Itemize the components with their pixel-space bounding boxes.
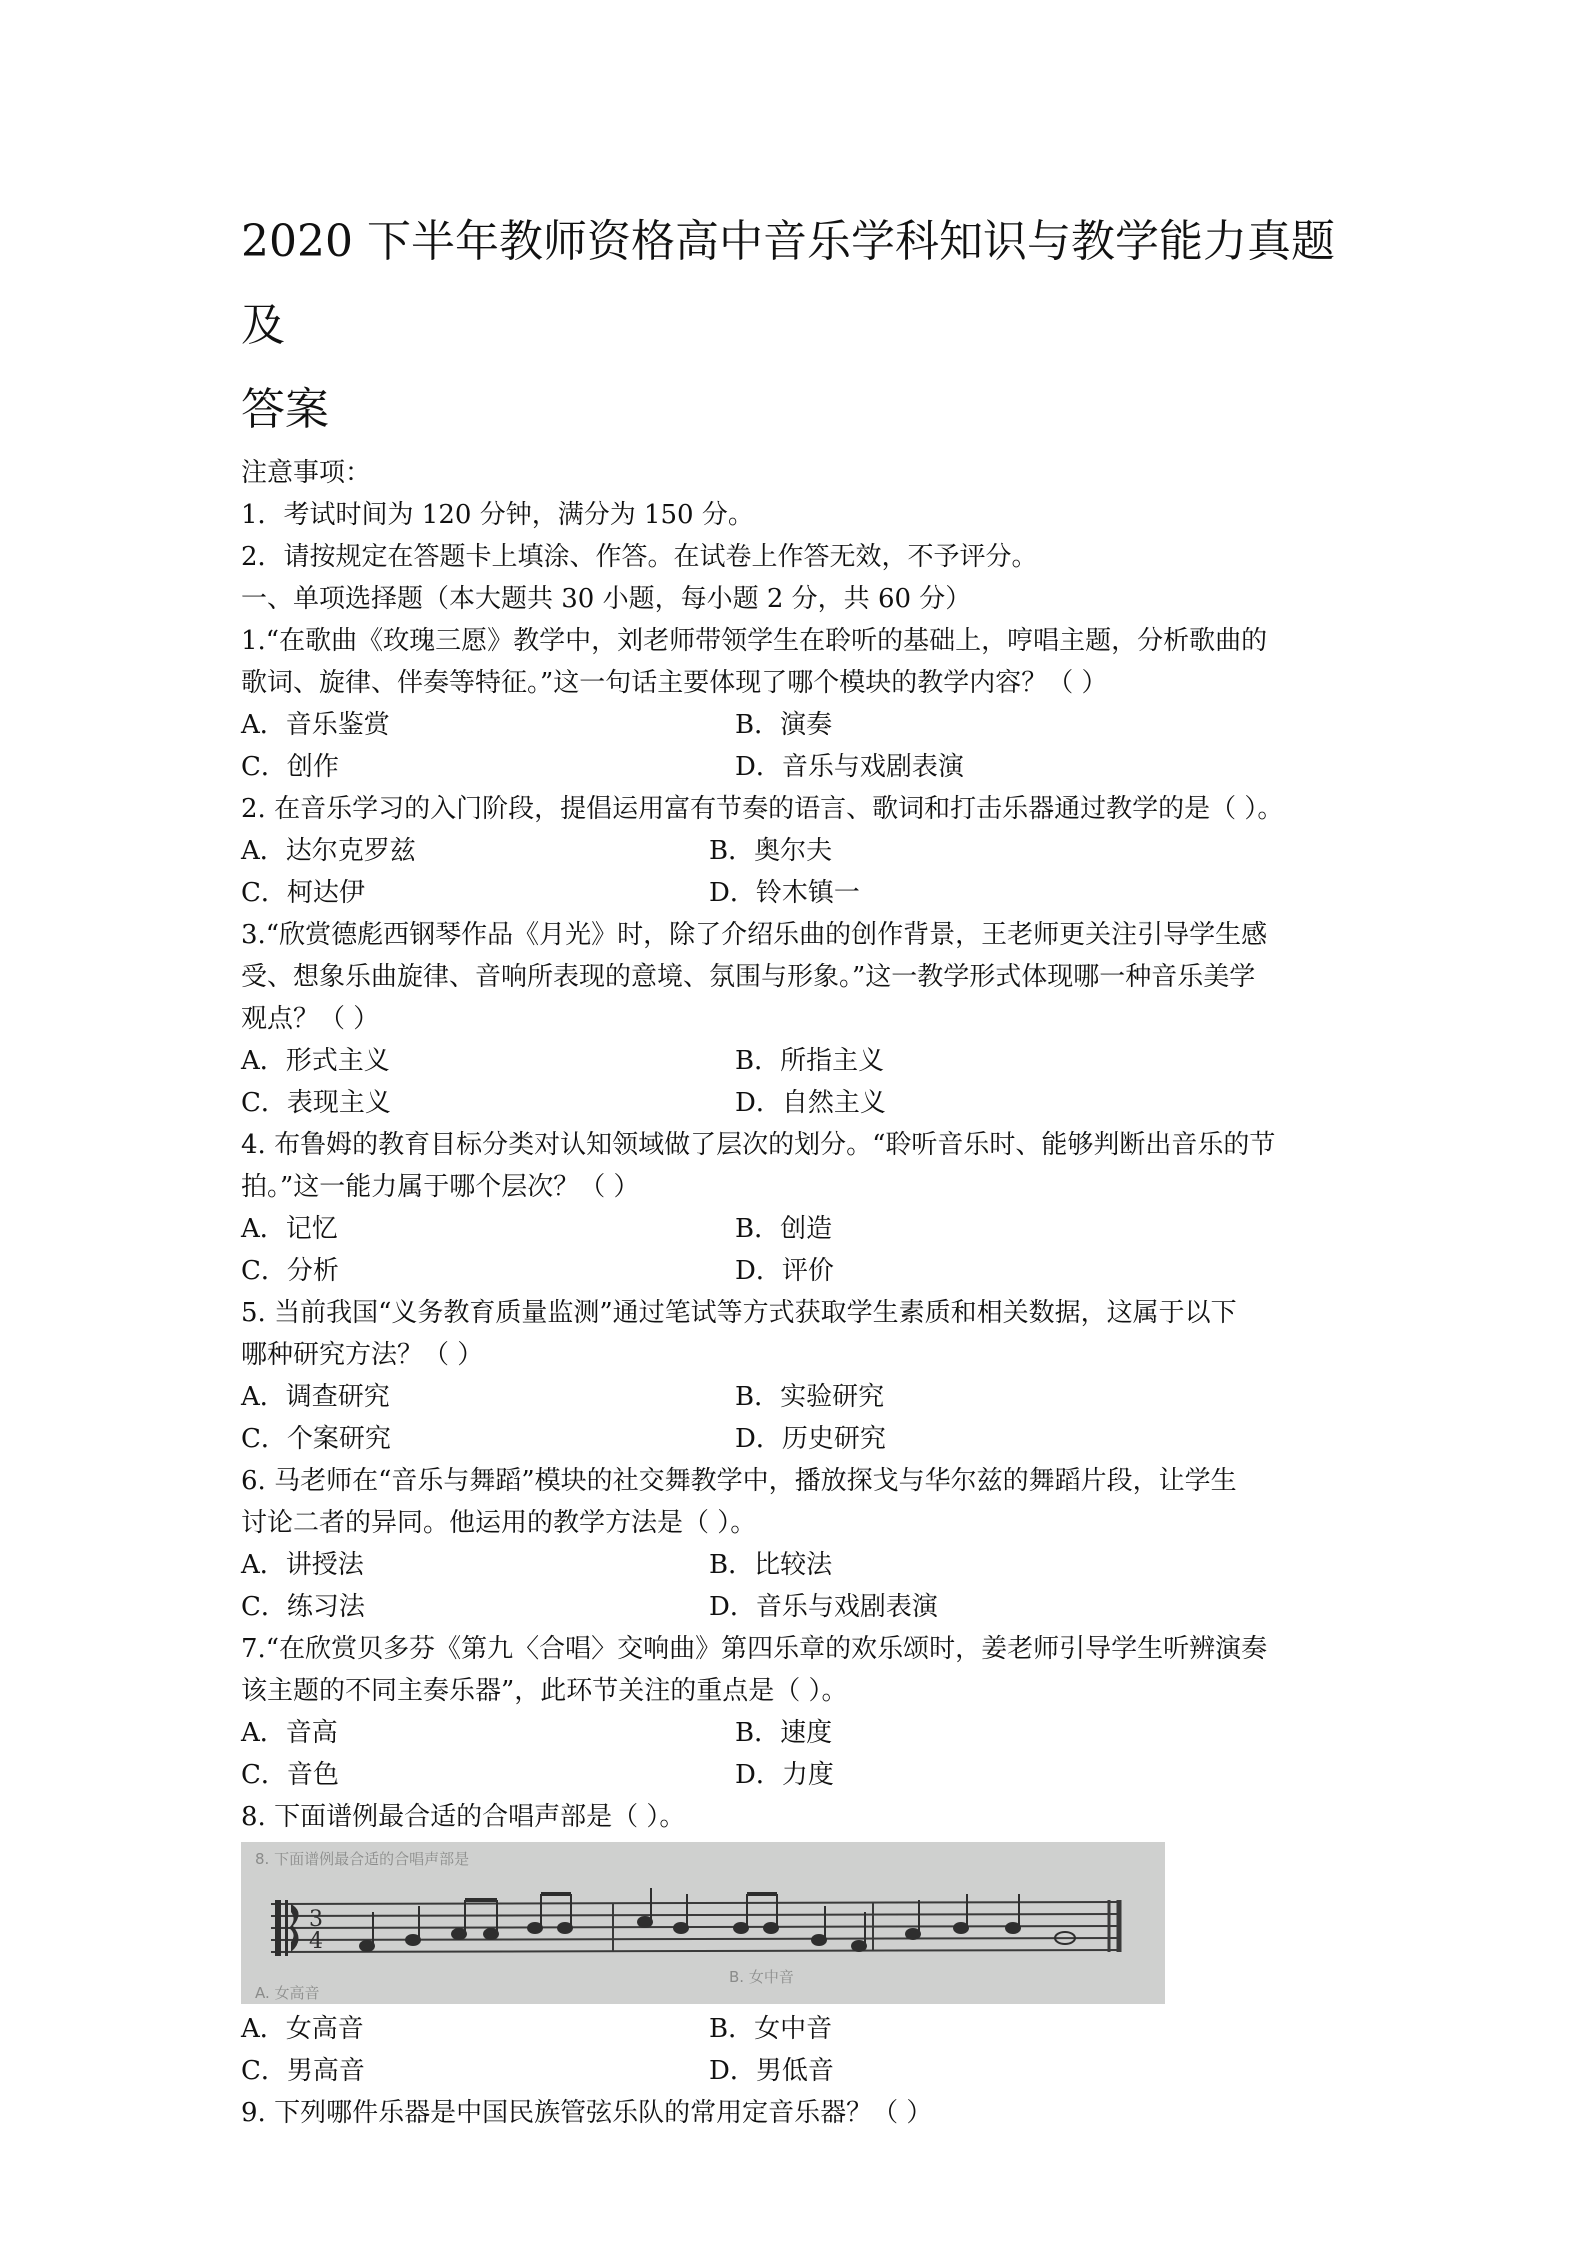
option-a: A．女高音 (241, 2014, 364, 2044)
question-text: 7.“在欣赏贝多芬《第九〈合唱〉交响曲》第四乐章的欢乐颂时，姜老师引导学生听辨演奏 (241, 1634, 1268, 1664)
option-b: B．奥尔夫 (709, 836, 833, 866)
question-5 (241, 1292, 1361, 1460)
option-d: D．铃木镇一 (709, 878, 860, 908)
question-text: 1.“在歌曲《玫瑰三愿》教学中，刘老师带领学生在聆听的基础上，哼唱主题，分析歌曲的 (241, 626, 1268, 656)
option-b: B．女中音 (709, 2014, 833, 2044)
svg-text:4: 4 (309, 1929, 323, 1954)
option-d: D．音乐与戏剧表演 (735, 752, 964, 782)
option-d: D．自然主义 (735, 1088, 886, 1118)
option-c: C．个案研究 (241, 1424, 391, 1454)
question-9: 9. 下列哪件乐器是中国民族管弦乐队的常用定音乐器？（ ） (241, 2098, 933, 2128)
option-c: C．表现主义 (241, 1088, 391, 1118)
question-7 (241, 1628, 1361, 1796)
option-c: C．分析 (241, 1256, 339, 1286)
option-a: A．记忆 (241, 1214, 338, 1244)
option-a: A．音乐鉴赏 (241, 710, 390, 740)
question-text: 哪种研究方法？（ ） (241, 1340, 484, 1370)
figure-option-label: A. 女高音 (255, 1984, 320, 2002)
notice-heading: 注意事项： (241, 458, 372, 488)
option-d: D．力度 (735, 1760, 834, 1790)
page-title (241, 200, 1361, 452)
notice-item-1: 1．考试时间为 120 分钟，满分为 150 分。 (241, 500, 754, 530)
option-a: A．音高 (241, 1718, 338, 1748)
question-text: 3.“欣赏德彪西钢琴作品《月光》时，除了介绍乐曲的创作背景，王老师更关注引导学生感 (241, 920, 1268, 950)
option-b: B．比较法 (709, 1550, 833, 1580)
option-a: A．讲授法 (241, 1550, 364, 1580)
figure-caption: 8. 下面谱例最合适的合唱声部是 (255, 1850, 470, 1868)
question-text: 受、想象乐曲旋律、音响所表现的意境、氛围与形象。”这一教学形式体现哪一种音乐美学 (241, 962, 1256, 992)
question-text: 2. 在音乐学习的入门阶段，提倡运用富有节奏的语言、歌词和打击乐器通过教学的是（ ）。 (241, 794, 1284, 824)
option-a: A．形式主义 (241, 1046, 390, 1076)
question-text: 该主题的不同主奏乐器”，此环节关注的重点是（ ）。 (241, 1676, 848, 1706)
option-b: B．实验研究 (735, 1382, 885, 1412)
notice-item-2: 2．请按规定在答题卡上填涂、作答。在试卷上作答无效，不予评分。 (241, 542, 1038, 572)
title-line-1: 2020 下半年教师资格高中音乐学科知识与教学能力真题及 (241, 216, 1335, 351)
option-c: C．练习法 (241, 1592, 365, 1622)
question-text: 拍。”这一能力属于哪个层次？（ ） (241, 1172, 640, 1202)
option-b: B．速度 (735, 1718, 833, 1748)
option-c: C．创作 (241, 752, 339, 782)
question-text: 4. 布鲁姆的教育目标分类对认知领域做了层次的划分。“聆听音乐时、能够判断出音乐的节 (241, 1130, 1276, 1160)
question-text: 观点？（ ） (241, 1004, 380, 1034)
question-text: 8. 下面谱例最合适的合唱声部是（ ）。 (241, 1802, 686, 1832)
exam-page (241, 200, 1361, 2134)
option-d: D．历史研究 (735, 1424, 886, 1454)
question-text: 歌词、旋律、伴奏等特征。”这一句话主要体现了哪个模块的教学内容？（ ） (241, 668, 1108, 698)
question-6 (241, 1460, 1361, 1628)
option-d: D．音乐与戏剧表演 (709, 1592, 938, 1622)
option-d: D．评价 (735, 1256, 834, 1286)
staff-notation-icon (241, 1842, 1165, 2004)
option-c: C．柯达伊 (241, 878, 365, 908)
music-score-image (241, 1842, 1165, 2004)
question-text: 6. 马老师在“音乐与舞蹈”模块的社交舞教学中，播放探戈与华尔兹的舞蹈片段，让学生 (241, 1466, 1237, 1496)
question-text: 5. 当前我国“义务教育质量监测”通过笔试等方式获取学生素质和相关数据，这属于以下 (241, 1298, 1237, 1328)
title-line-2: 答案 (241, 384, 329, 435)
option-a: A．调查研究 (241, 1382, 390, 1412)
question-3 (241, 914, 1361, 1124)
question-4 (241, 1124, 1361, 1292)
option-b: B．演奏 (735, 710, 833, 740)
question-8 (241, 1796, 1361, 2092)
option-a: A．达尔克罗兹 (241, 836, 416, 866)
question-2 (241, 788, 1361, 914)
section-heading: 一、单项选择题（本大题共 30 小题，每小题 2 分，共 60 分） (241, 584, 972, 614)
question-1 (241, 620, 1361, 788)
option-c: C．男高音 (241, 2056, 365, 2086)
option-c: C．音色 (241, 1760, 339, 1790)
svg-text:3: 3 (309, 1907, 323, 1932)
option-d: D．男低音 (709, 2056, 834, 2086)
question-text: 讨论二者的异同。他运用的教学方法是（ ）。 (241, 1508, 757, 1538)
figure-option-label: B. 女中音 (729, 1968, 794, 1986)
option-b: B．所指主义 (735, 1046, 885, 1076)
option-b: B．创造 (735, 1214, 833, 1244)
